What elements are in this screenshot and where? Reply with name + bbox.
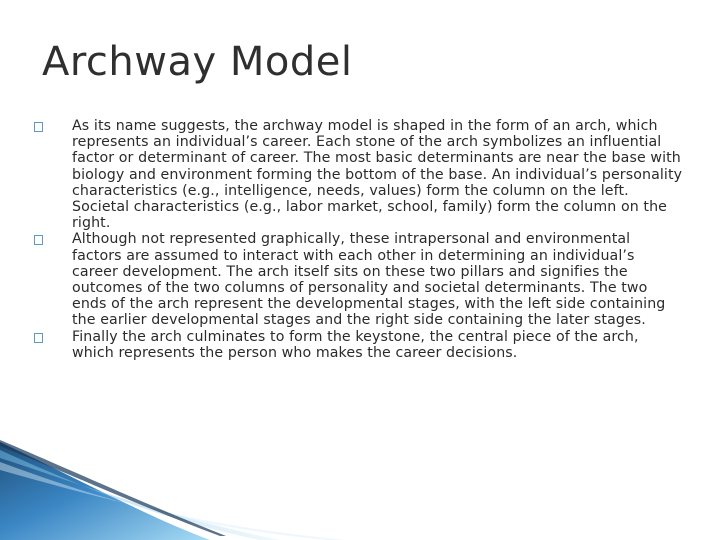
bullet-box-icon (34, 329, 72, 348)
bullet-list (34, 118, 684, 361)
bullet-text-2: Although not represented graphically, these intrapersonal and environmental factors are assumed to interact with each other in determining an individual’s career development. The arch itself sits on these two pillars and signifies the outcomes of the two columns of personality and societal determinants. The two ends of the arch represent the developmental stages, with the left side containing the earlier developmental stages and the right side containing the later stages. (72, 231, 666, 329)
bullet-item-3 (34, 329, 684, 361)
bullet-text-1: As its name suggests, the archway model is shaped in the form of an arch, which represents an individual’s career. Each stone of the arch symbolizes an influential factor or determinant of career. The most basic determinants are near the base with biology and environment forming the bottom of the base. An individual’s personality characteristics (e.g., intelligence, needs, values) form the column on the left. Societal characteristics (e.g., labor market, school, family) form the column on the right. (72, 118, 683, 232)
decorative-wave-graphic (0, 440, 720, 540)
bullet-box-icon (34, 118, 72, 137)
slide-title: Archway Model (42, 39, 353, 85)
bullet-text-3: Finally the arch culminates to form the keystone, the central piece of the arch, which represents the person who makes the career decisions. (72, 328, 639, 361)
bullet-item-1 (34, 118, 684, 231)
bullet-item-2 (34, 231, 684, 328)
bullet-box-icon (34, 231, 72, 250)
